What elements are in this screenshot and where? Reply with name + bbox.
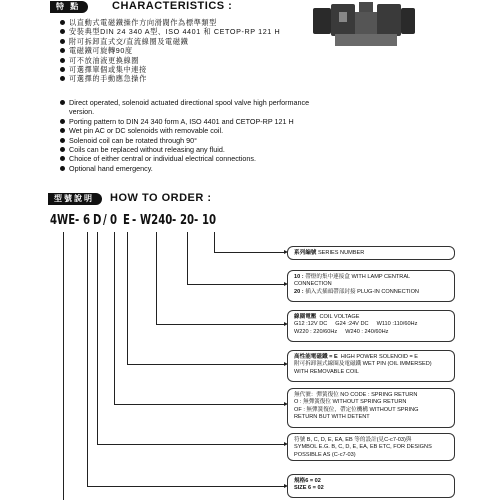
code-series-number: 20 [180, 213, 195, 228]
code-series-prefix: 4WE [50, 213, 76, 228]
list-item: 電磁鐵可旋轉90度 [60, 46, 300, 55]
voltage-option: W240 : 240/60Hz [345, 328, 389, 335]
list-item: Porting pattern to DIN 24 340 form A, ISO 4401 and CETOP-RP 121 H [60, 117, 320, 126]
size-en-line: SIZE 6 = 02 [294, 485, 324, 492]
spring-line: RETURN BUT WITH DETENT [294, 414, 370, 421]
connection-box [287, 270, 455, 302]
valve-illustration [305, 0, 420, 50]
list-item: Coils can be replaced without releasing any fluid. [60, 145, 320, 154]
list-item: Optional hand emergency. [60, 164, 320, 173]
code-spring: 0 [110, 213, 118, 228]
voltage-zh-label: 線圈電壓 [294, 314, 317, 320]
leader-line [156, 232, 157, 324]
voltage-option: G12 :12V DC [294, 321, 328, 328]
spring-line: O : 無彈簧復位 WITHOUT SPRING RETURN [294, 399, 407, 406]
series-en-label: SERIES NUMBER [317, 250, 365, 256]
list-item: 以直動式電磁鐵操作方向滑閥作為標準類型 [60, 18, 300, 27]
symbol-line: SYMBOL E.G. B, C, D, E, EA, EB ETC, FOR DESIGNS [294, 444, 432, 451]
list-item: Choice of either central or individual electrical connections. [60, 154, 320, 163]
leader-line [127, 232, 128, 364]
leader-line [87, 486, 286, 487]
leader-line [214, 252, 286, 253]
list-item: Direct operated, solenoid actuated directional spool valve high performance version. [60, 98, 320, 117]
leader-line [63, 232, 64, 500]
code-connection: 10 [202, 213, 217, 228]
leader-line [114, 404, 286, 405]
characteristics-zh-list [60, 18, 300, 84]
connection-en-20: PLUG-IN CONNECTION [357, 288, 419, 295]
connection-code-10: 10 : [294, 274, 304, 280]
connection-en-10: WITH LAMP CENTRAL CONNECTION [294, 274, 410, 288]
symbol-line: 符號 B, C, D, E, EA, EB 等的設計(見C-c7-03)與 [294, 437, 412, 443]
spring-return-box [287, 388, 455, 428]
series-zh-label: 系列編號 [294, 250, 317, 256]
leader-line [187, 284, 286, 285]
code-dash: - [172, 213, 177, 228]
code-size: 6 [83, 213, 91, 228]
size-zh-line: 規格6 = 02 [294, 478, 321, 484]
characteristics-en-list [60, 98, 320, 173]
spring-line: OF : 無彈簧復位，帶定位機構 WITHOUT SPRING [294, 406, 419, 413]
characteristics-title: CHARACTERISTICS : [112, 0, 233, 12]
code-dash: - [194, 213, 199, 228]
leader-line [156, 324, 286, 325]
voltage-option: G24 :24V DC [335, 321, 369, 328]
code-dash: - [132, 213, 137, 228]
solenoid-line: 附可拆卸濕式線圈及電磁鐵 WET PIN (OIL IMMERSED) [294, 361, 432, 368]
voltage-en-label: COIL VOLTAGE [319, 314, 360, 320]
list-item: 安裝典型DIN 24 340 A型、ISO 4401 和 CETOP-RP 121 H [60, 27, 300, 36]
spring-line: 無代號：彈簧復位 NO CODE : SPRING RETURN [294, 392, 418, 398]
leader-line [187, 232, 188, 284]
code-symbol: D [93, 213, 102, 228]
symbol-line: POSSIBLE AS (C-c7-03) [294, 451, 356, 458]
voltage-option: W110 :110/60Hz [376, 321, 418, 328]
voltage-option: W220 : 220/60Hz [294, 328, 338, 335]
size-box [287, 474, 455, 498]
list-item: 可不放油液更換線圈 [60, 56, 300, 65]
leader-line [97, 232, 98, 444]
leader-line [97, 444, 286, 445]
list-item: 附可拆卸直式交/直流線圈及電磁鐵 [60, 37, 300, 46]
code-dash: - [75, 213, 80, 228]
code-solenoid: E [123, 213, 130, 228]
connection-zh-20: 插入式插頭帶部封接 [305, 288, 356, 295]
solenoid-line: WITH REMOVABLE COIL [294, 368, 359, 375]
characteristics-badge: 特 點 [50, 1, 88, 13]
leader-line [87, 232, 88, 486]
connection-zh-10: 帶燈的集中連接盒 [305, 274, 350, 280]
connection-code-20: 20 : [294, 288, 304, 295]
list-item: Wet pin AC or DC solenoids with removable coil. [60, 126, 320, 135]
valve-product-image [305, 0, 420, 50]
symbol-box [287, 433, 455, 461]
list-item: 可選擇單個或集中連接 [60, 65, 300, 74]
leader-line [114, 232, 115, 404]
how-to-order-title: HOW TO ORDER : [110, 192, 212, 204]
list-item: Solenoid coil can be rotated through 90° [60, 136, 320, 145]
solenoid-zh-label: 高性能電磁鐵 = E [294, 354, 338, 360]
leader-line [127, 364, 286, 365]
coil-voltage-box [287, 310, 455, 342]
solenoid-en-label: HIGH POWER SOLENOID = E [340, 354, 419, 360]
leader-line [214, 232, 215, 252]
series-number-box [287, 246, 455, 260]
how-to-order-badge: 型號說明 [48, 193, 102, 205]
solenoid-box [287, 350, 455, 382]
code-voltage: W240 [140, 213, 173, 228]
code-slash: / [103, 213, 107, 228]
list-item: 可選擇的手動應急操作 [60, 74, 300, 83]
